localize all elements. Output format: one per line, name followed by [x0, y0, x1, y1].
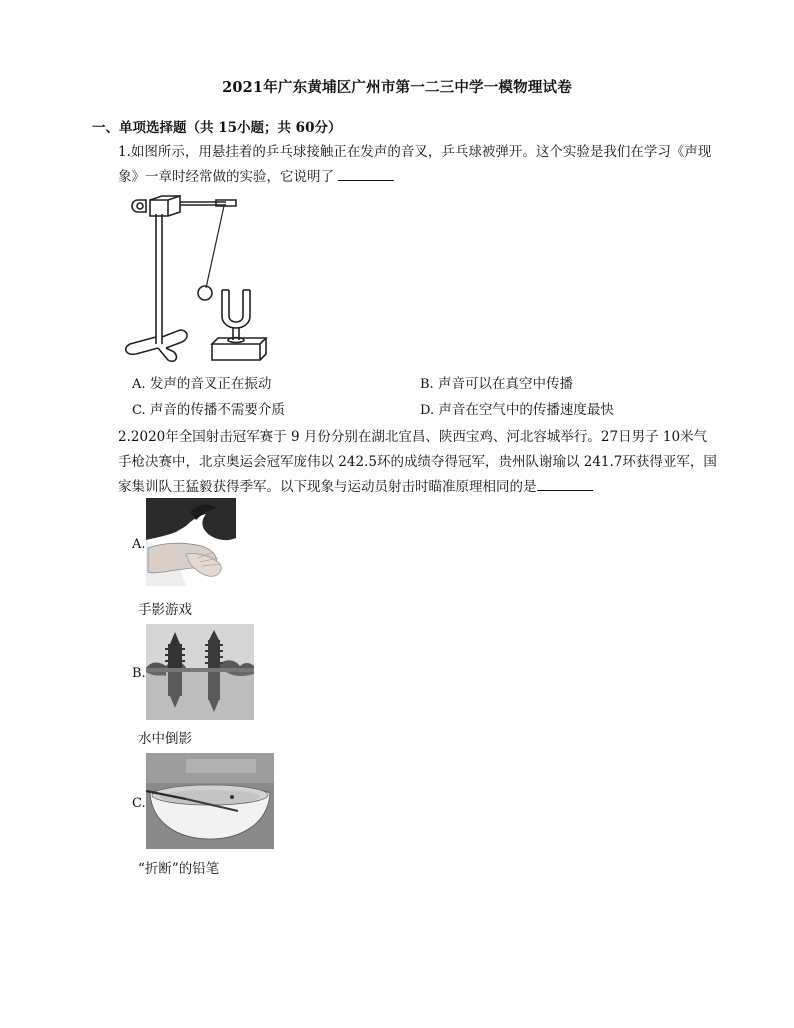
option-label: A. — [132, 377, 146, 392]
option-label: D. — [420, 403, 435, 418]
option-text: 声音可以在真空中传播 — [437, 376, 573, 392]
answer-blank — [537, 476, 593, 491]
question-1 — [118, 140, 718, 190]
option-b-caption: 水中倒影 — [138, 731, 192, 747]
option-text: 声音在空气中的传播速度最快 — [438, 402, 614, 418]
option-d[interactable] — [420, 398, 614, 418]
option-label: B. — [420, 377, 434, 392]
question-text: 2020年全国射击冠军赛于 9 月份分别在湖北宜昌、陕西宝鸡、河北容城举行。27日男子 10米气手枪决赛中，北京奥运会冠军庞伟以 242.5环的成绩夺得冠军，贵州队谢瑜以 241.7环获得亚军，国家集训队王猛毅获得季军。以下现象与运动员射击时瞄准原理相同的是 — [118, 429, 717, 495]
page-title: 2021年广东黄埔区广州市第一二三中学一模物理试卷 — [222, 79, 572, 96]
option-text: 发声的音叉正在振动 — [149, 376, 272, 392]
option-c-caption: “折断”的铅笔 — [138, 861, 220, 877]
hand-shadow-image[interactable] — [146, 498, 236, 586]
bent-pencil-bowl-image[interactable] — [146, 753, 274, 849]
tuning-fork-apparatus-figure — [118, 192, 278, 370]
answer-blank — [338, 166, 394, 181]
option-a[interactable] — [132, 372, 271, 392]
option-c[interactable] — [132, 398, 285, 418]
option-text: 声音的传播不需要介质 — [149, 402, 285, 418]
pagoda-reflection-image[interactable] — [146, 624, 254, 720]
question-number: 2. — [118, 429, 131, 445]
section-heading: 一、单项选择题（共 15小题；共 60分） — [92, 120, 342, 136]
question-text: 如图所示，用悬挂着的乒乓球接触正在发声的音叉，乒乓球被弹开。这个实验是我们在学习《声现象》一章时经常做的实验，它说明了 — [118, 144, 712, 185]
question-number: 1. — [118, 144, 131, 160]
option-a-label[interactable]: A. — [132, 537, 146, 552]
option-c-label[interactable]: C. — [132, 796, 146, 811]
option-b-label[interactable]: B. — [132, 666, 146, 681]
option-b[interactable] — [420, 372, 573, 392]
option-label: C. — [132, 403, 146, 418]
question-2 — [118, 425, 718, 500]
option-a-caption: 手影游戏 — [138, 602, 192, 618]
